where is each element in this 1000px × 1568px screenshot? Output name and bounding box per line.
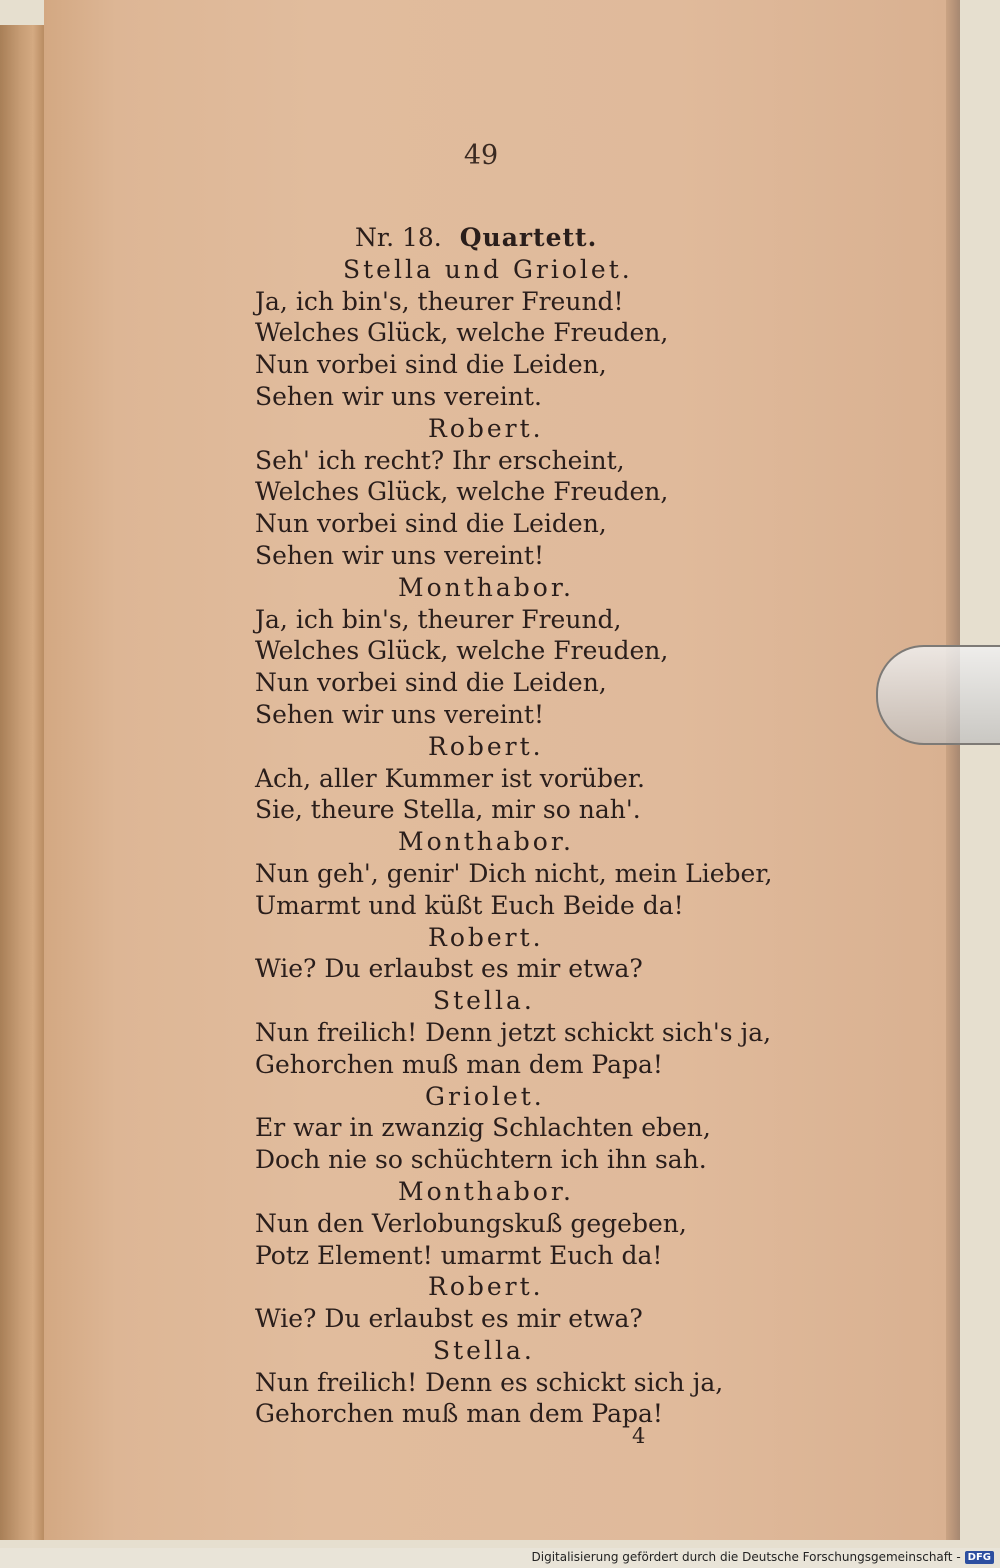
verse-line: Welches Glück, welche Freuden,	[255, 477, 669, 507]
signature-mark: 4	[632, 1424, 646, 1448]
verse-line: Nun vorbei sind die Leiden,	[255, 668, 607, 698]
verse-line: Nun den Verlobungskuß gegeben,	[255, 1208, 687, 1238]
verse-line: Potz Element! umarmt Euch da!	[255, 1240, 663, 1270]
verse-line: Seh' ich recht? Ihr erscheint,	[255, 445, 625, 475]
verse-line: Ja, ich bin's, theurer Freund,	[255, 604, 622, 634]
footer-text: Digitalisierung gefördert durch die Deutsche Forschungsgemeinschaft -	[531, 1550, 961, 1564]
page-edge	[946, 0, 960, 1540]
verse-line: Sehen wir uns vereint!	[255, 699, 544, 729]
speaker-name: Robert.	[428, 1272, 544, 1302]
verse-line: Ach, aller Kummer ist vorüber.	[255, 763, 645, 793]
dfg-logo: DFG	[965, 1551, 994, 1564]
verse-line: Sehen wir uns vereint!	[255, 540, 544, 570]
speaker-name: Robert.	[428, 413, 544, 443]
speaker-name: Monthabor.	[398, 1176, 575, 1206]
verse-line: Welches Glück, welche Freuden,	[255, 636, 669, 666]
speaker-name: Stella und Griolet.	[343, 254, 633, 284]
verse-line: Umarmt und küßt Euch Beide da!	[255, 890, 684, 920]
verse-line: Welches Glück, welche Freuden,	[255, 318, 669, 348]
speaker-name: Stella.	[433, 986, 535, 1016]
footer	[532, 1550, 995, 1564]
left-page-strip	[0, 25, 44, 1540]
verse-line: Nun vorbei sind die Leiden,	[255, 509, 607, 539]
verse-line: Wie? Du erlaubst es mir etwa?	[255, 1304, 643, 1334]
verse-line: Ja, ich bin's, theurer Freund!	[255, 286, 624, 316]
section-number: Nr. 18.	[355, 223, 442, 252]
section-title: Quartett.	[459, 223, 598, 252]
speaker-name: Griolet.	[425, 1081, 545, 1111]
verse-line: Gehorchen muß man dem Papa!	[255, 1049, 663, 1079]
verse-line: Er war in zwanzig Schlachten eben,	[255, 1113, 711, 1143]
verse-line: Gehorchen muß man dem Papa!	[255, 1399, 663, 1429]
page-number: 49	[463, 140, 499, 171]
verse-line: Nun vorbei sind die Leiden,	[255, 350, 607, 380]
speaker-name: Stella.	[433, 1335, 535, 1365]
speaker-name: Robert.	[428, 922, 544, 952]
verse-line: Nun freilich! Denn jetzt schickt sich's ja,	[255, 1017, 772, 1047]
verse-line: Nun geh', genir' Dich nicht, mein Lieber,	[255, 858, 773, 888]
verse-line: Sehen wir uns vereint.	[255, 381, 542, 411]
speaker-name: Robert.	[428, 731, 544, 761]
section-heading	[255, 222, 875, 254]
speaker-name: Monthabor.	[398, 572, 575, 602]
speaker-name: Monthabor.	[398, 827, 575, 857]
text-block	[255, 222, 875, 1430]
verse-line: Wie? Du erlaubst es mir etwa?	[255, 954, 643, 984]
verse-line: Nun freilich! Denn es schickt sich ja,	[255, 1367, 724, 1397]
verse-line: Sie, theure Stella, mir so nah'.	[255, 795, 641, 825]
verse-lines	[255, 254, 875, 1430]
page-clip	[876, 645, 1000, 745]
verse-line: Doch nie so schüchtern ich ihn sah.	[255, 1145, 707, 1175]
